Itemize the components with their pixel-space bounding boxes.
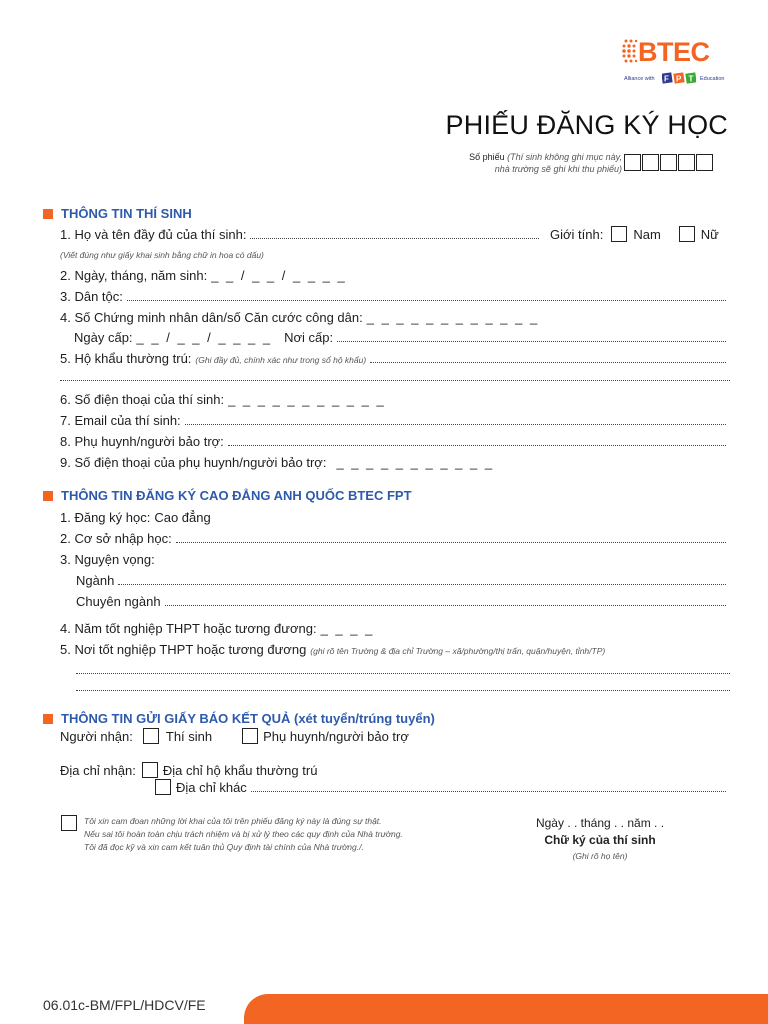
phu-huynh-label: 8. Phụ huynh/người bảo trợ: [60,434,224,449]
co-so-field[interactable] [176,533,726,543]
dk-hoc-label: 1. Đăng ký học: [60,510,151,525]
ho-khau-field-line2[interactable] [60,380,730,381]
noi-tn-field-line1[interactable] [76,673,730,674]
fpt-logo-icon [662,72,696,84]
nganh-row [76,573,730,588]
nguoi-nhan-label: Người nhận: [60,728,133,744]
sdt-ph-field[interactable]: _ _ _ _ _ _ _ _ _ _ _ [336,455,495,470]
dc-ho-khau-checkbox[interactable] [142,762,158,778]
ho-ten-label: 1. Họ và tên đầy đủ của thí sinh: [60,227,247,242]
btec-logo [622,36,734,88]
education-text: Education [700,76,725,82]
so-phieu-box [696,154,713,171]
nganh-label: Ngành [76,573,115,588]
section-thi-sinh [43,206,192,221]
cmnd-row [60,310,730,325]
ho-khau-label: 5. Hộ khẩu thường trú: [60,351,192,366]
dia-chi-row [60,762,730,778]
so-phieu-note-1: (Thí sinh không ghi mục này, [507,152,622,162]
dk-hoc-value: Cao đẳng [154,510,211,525]
dan-toc-field[interactable] [127,291,726,301]
footer-accent-bar [244,994,768,1024]
section-title: THÔNG TIN GỬI GIẤY BÁO KẾT QUẢ (xét tuyển/trúng tuyển) [61,711,435,726]
cam-doan-line-1: Tôi xin cam đoan những lời khai của tôi trên phiếu đăng ký này là đúng sự thật. [84,816,382,826]
section-dang-ky [43,488,412,503]
section-title: THÔNG TIN ĐĂNG KÝ CAO ĐẲNG ANH QUỐC BTEC FPT [61,488,412,503]
co-so-row [60,531,730,546]
noi-cap-field[interactable] [337,332,726,342]
ho-khau-hint: (Ghi đầy đủ, chính xác như trong sổ hộ khẩu) [195,355,367,365]
signature-date[interactable]: Ngày . . tháng . . năm . . [535,816,665,830]
so-phieu-boxes [624,154,713,171]
sdt-field[interactable]: _ _ _ _ _ _ _ _ _ _ _ [228,392,386,407]
so-phieu-box [678,154,695,171]
ngay-sinh-row [60,268,730,283]
nguyen-vong-label: 3. Nguyện vọng: [60,552,155,567]
noi-tn-row [60,642,730,657]
chuyen-nganh-field[interactable] [165,596,726,606]
signature-note: (Ghi rõ họ tên) [572,851,628,861]
dan-toc-row [60,289,730,304]
form-code: 06.01c-BM/FPL/HDCV/FE [43,997,206,1013]
phu-huynh-field[interactable] [228,436,726,446]
dc-khac-row [155,779,730,795]
nu-label: Nữ [700,226,719,242]
ngay-cap-label: Ngày cấp: [74,330,133,345]
so-phieu-box [660,154,677,171]
so-phieu-box [642,154,659,171]
cmnd-label: 4. Số Chứng minh nhân dân/số Căn cước công dân: [60,310,363,325]
chuyen-nganh-label: Chuyên ngành [76,594,161,609]
email-field[interactable] [185,415,726,425]
thi-sinh-label: Thí sinh [165,728,213,744]
phu-huynh-row [60,434,730,449]
so-phieu-note-2: nhà trường sẽ ghi khi thu phiếu) [494,164,622,174]
phu-huynh-checkbox[interactable] [242,728,258,744]
nu-checkbox[interactable] [679,226,695,242]
section-bullet-icon [43,491,53,501]
ho-khau-row [60,351,730,366]
section-bullet-icon [43,209,53,219]
co-so-label: 2. Cơ sở nhập học: [60,531,172,546]
svg-text:F: F [664,74,669,84]
ho-ten-hint: (Viết đúng như giấy khai sinh bằng chữ in hoa có dấu) [60,250,264,260]
btec-wordmark: BTEC [638,37,710,67]
dc-khac-checkbox[interactable] [155,779,171,795]
so-phieu-text: Số phiếu [469,152,505,162]
email-row [60,413,730,428]
ho-khau-field[interactable] [370,353,726,363]
nguoi-nhan-row [60,728,730,744]
dc-ho-khau-label: Địa chỉ hộ khẩu thường trú [162,762,318,778]
nam-tn-field[interactable]: _ _ _ _ [320,621,375,636]
noi-cap-label: Nơi cấp: [284,330,334,345]
ngay-cap-row [74,330,730,345]
sdt-ph-label: 9. Số điện thoại của phụ huynh/người bảo trợ: [60,455,327,470]
form-title: PHIẾU ĐĂNG KÝ HỌC [445,110,728,140]
cam-doan-line-2: Nếu sai tôi hoàn toàn chịu trách nhiệm và bị xử lý theo các quy định của Nhà trường. [84,829,403,839]
svg-text:P: P [676,74,682,84]
cam-doan-text [84,815,403,854]
ngay-sinh-label: 2. Ngày, tháng, năm sinh: [60,268,208,283]
dc-khac-field[interactable] [251,782,726,792]
nguyen-vong-row [60,552,730,567]
noi-tn-field-line2[interactable] [76,690,730,691]
thi-sinh-checkbox[interactable] [143,728,159,744]
noi-tn-hint: (ghi rõ tên Trường & địa chỉ Trường – xã/phường/thị trấn, quận/huyện, tỉnh/TP) [310,646,606,656]
cam-doan-line-3: Tôi đã đọc kỹ và xin cam kết tuân thủ Quy định tài chính của Nhà trường./. [84,842,364,852]
gioi-tinh-group [550,226,719,242]
section-title: THÔNG TIN THÍ SINH [61,206,192,221]
sdt-row [60,392,730,407]
gioi-tinh-label: Giới tính: [550,226,604,242]
signature-title: Chữ ký của thí sinh [544,833,656,847]
chuyen-nganh-row [76,594,730,609]
dc-khac-label: Địa chỉ khác [176,779,247,795]
email-label: 7. Email của thí sinh: [60,413,181,428]
nam-tn-row [60,621,730,636]
nam-tn-label: 4. Năm tốt nghiệp THPT hoặc tương đương: [60,621,317,636]
section-bullet-icon [43,714,53,724]
sdt-label: 6. Số điện thoại của thí sinh: [60,392,225,407]
sdt-ph-row [60,455,730,470]
noi-tn-label: 5. Nơi tốt nghiệp THPT hoặc tương đương [60,642,307,657]
ho-ten-row [60,227,543,242]
dia-chi-label: Địa chỉ nhận: [60,762,136,778]
svg-text:T: T [688,74,694,84]
dk-hoc-row [60,510,730,525]
nganh-field[interactable] [118,575,726,585]
ngay-cap-field[interactable]: _ _ / _ _ / _ _ _ _ [136,330,273,345]
ho-ten-field[interactable] [250,229,539,239]
phu-huynh-option-label: Phụ huynh/người bảo trợ [263,728,409,744]
nam-label: Nam [633,226,661,242]
cam-doan-checkbox[interactable] [61,815,77,831]
ngay-sinh-field[interactable]: _ _ / _ _ / _ _ _ _ [211,268,347,283]
nam-checkbox[interactable] [611,226,627,242]
so-phieu-box [624,154,641,171]
dan-toc-label: 3. Dân tộc: [60,289,123,304]
cmnd-field[interactable]: _ _ _ _ _ _ _ _ _ _ _ _ [366,310,540,325]
so-phieu-label [440,151,622,175]
signature-block [500,816,700,861]
section-gui-giay [43,711,435,726]
alliance-text: Alliance with [624,76,655,82]
